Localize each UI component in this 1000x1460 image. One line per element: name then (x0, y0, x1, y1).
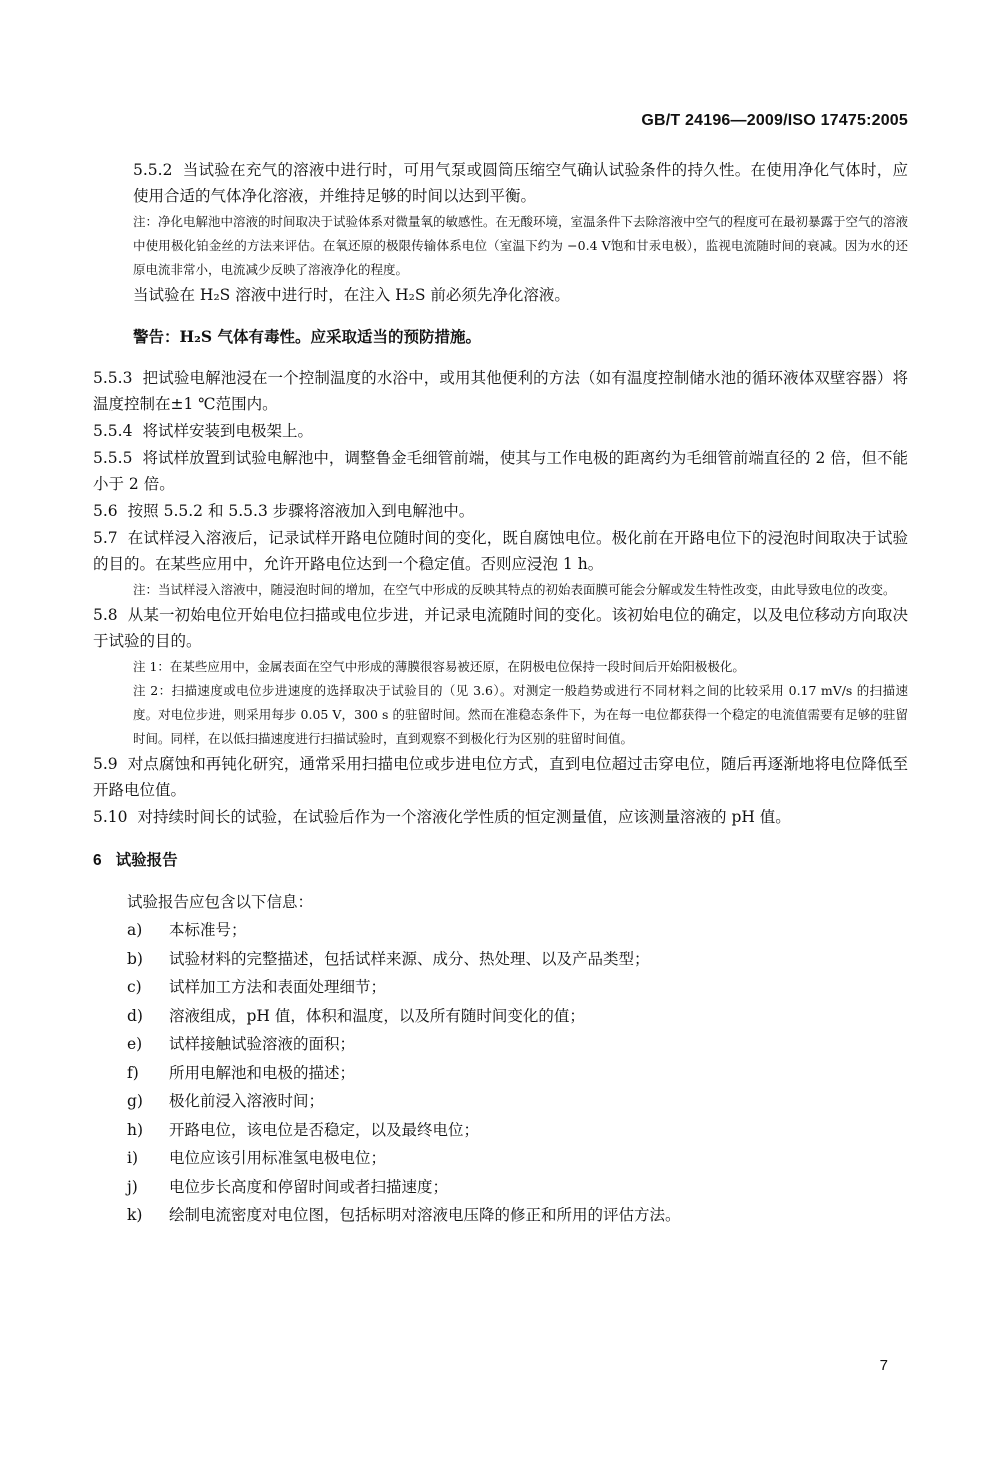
document-body (93, 157, 908, 1230)
section-number: 6 (93, 852, 102, 869)
list-marker: k) (127, 1206, 143, 1224)
clause-number: 5.5.5 (93, 449, 133, 467)
clause-text: 将试样放置到试验电解池中，调整鲁金毛细管前端，使其与工作电极的距离约为毛细管前端直径的 2 倍，但不能小于 2 倍。 (93, 449, 908, 493)
list-marker: d) (127, 1006, 143, 1025)
clause-number: 5.9 (93, 755, 118, 773)
list-text: 本标准号； (169, 921, 247, 939)
list-item (93, 1002, 908, 1031)
list-text: 极化前浸入溶液时间； (169, 1092, 325, 1110)
h2s-paragraph: 当试验在 H₂S 溶液中进行时，在注入 H₂S 前必须先净化溶液。 (133, 286, 570, 304)
list-item (93, 1030, 908, 1059)
report-intro: 试验报告应包含以下信息： (127, 893, 314, 911)
list-item (93, 945, 908, 974)
clause-5-5-5 (93, 445, 908, 497)
list-item (93, 973, 908, 1002)
clause-5-8 (93, 602, 908, 654)
list-text: 溶液组成，pH 值，体积和温度，以及所有随时间变化的值； (169, 1006, 585, 1025)
list-text: 绘制电流密度对电位图，包括标明对溶液电压降的修正和所用的评估方法。 (169, 1206, 681, 1224)
clause-text: 对点腐蚀和再钝化研究，通常采用扫描电位或步进电位方式，直到电位超过击穿电位，随后再逐渐地将电位降低至开路电位值。 (93, 755, 908, 799)
clause-text: 对持续时间长的试验，在试验后作为一个溶液化学性质的恒定测量值，应该测量溶液的 pH 值。 (137, 808, 791, 826)
warning-h2s: 警告：H₂S 气体有毒性。应采取适当的预防措施。 (133, 326, 482, 346)
clause-text: 将试样安装到电极架上。 (142, 422, 313, 440)
list-marker: e) (127, 1035, 143, 1053)
clause-number: 5.7 (93, 529, 118, 547)
clause-text: 当试验在充气的溶液中进行时，可用气泵或圆筒压缩空气确认试验条件的持久性。在使用净化气体时，应使用合适的气体净化溶液，并维持足够的时间以达到平衡。 (133, 161, 908, 205)
list-item (93, 916, 908, 945)
list-marker: a) (127, 921, 143, 939)
section-6-heading (93, 848, 908, 870)
note-5-5-2: 注：净化电解池中溶液的时间取决于试验体系对微量氧的敏感性。在无酸环境，室温条件下去除溶液中空气的程度可在最初暴露于空气的溶液中使用极化铂金丝的方法来评估。在氧还原的极限传输体系电位（室温下约为 −0.4 V饱和甘汞电极），监视电流随时间的衰减。因为水的还原电流非常小，电流减少反映了溶液净化的程度。 (133, 214, 909, 277)
list-item (93, 1173, 908, 1202)
list-item (93, 1201, 908, 1230)
list-marker: c) (127, 978, 142, 996)
list-item (93, 1144, 908, 1173)
clause-number: 5.10 (93, 808, 128, 826)
clause-number: 5.6 (93, 502, 118, 520)
clause-5-10 (93, 804, 908, 830)
list-item (93, 1116, 908, 1145)
clause-text: 在试样浸入溶液后，记录试样开路电位随时间的变化，既自腐蚀电位。极化前在开路电位下的浸泡时间取决于试验的目的。在某些应用中，允许开路电位达到一个稳定值。否则应浸泡 1 h。 (93, 529, 908, 573)
list-text: 试样接触试验溶液的面积； (169, 1035, 356, 1053)
list-marker: i) (127, 1149, 139, 1167)
clause-text: 从某一初始电位开始电位扫描或电位步进，并记录电流随时间的变化。该初始电位的确定，以及电位移动方向取决于试验的目的。 (93, 606, 908, 650)
list-text: 电位应该引用标准氢电极电位； (169, 1149, 387, 1167)
clause-5-5-3 (93, 365, 908, 417)
note-5-8-1: 注 1：在某些应用中，金属表面在空气中形成的薄膜很容易被还原，在阴极电位保持一段时间后开始阳极极化。 (133, 659, 745, 674)
list-marker: b) (127, 949, 143, 968)
clause-5-6 (93, 498, 908, 524)
list-marker: h) (127, 1120, 144, 1139)
list-marker: j) (127, 1177, 138, 1196)
clause-number: 5.5.3 (93, 369, 133, 387)
clause-5-5-4 (93, 418, 908, 444)
list-text: 试样加工方法和表面处理细节； (169, 978, 387, 996)
clause-5-5-2 (93, 157, 908, 209)
list-marker: g) (127, 1092, 143, 1110)
clause-5-7 (93, 525, 908, 577)
clause-number: 5.8 (93, 606, 118, 624)
report-items-list (93, 916, 908, 1230)
standard-header: GB/T 24196—2009/ISO 17475:2005 (641, 112, 908, 129)
clause-text: 按照 5.5.2 和 5.5.3 步骤将溶液加入到电解池中。 (127, 502, 475, 520)
note-5-7: 注：当试样浸入溶液中，随浸泡时间的增加，在空气中形成的反映其特点的初始表面膜可能会分解或发生特性改变，由此导致电位的改变。 (133, 582, 896, 597)
list-text: 所用电解池和电极的描述； (169, 1063, 356, 1082)
list-text: 试验材料的完整描述，包括试样来源、成分、热处理、以及产品类型； (169, 949, 650, 968)
page-number: 7 (879, 1357, 888, 1374)
list-text: 电位步长高度和停留时间或者扫描速度； (169, 1177, 449, 1196)
note-5-8-2: 注 2：扫描速度或电位步进速度的选择取决于试验目的（见 3.6）。对测定一般趋势或进行不同材料之间的比较采用 0.17 mV/s 的扫描速度。对电位步进，则采用每步 0.05 V，300 s 的驻留时间。然而在准稳态条件下，为在每一电位都获得一个稳定的电流值需要有足够的驻留时间。同样，在以低扫描速度进行扫描试验时，直到观察不到极化行为区别的驻留时间值。 (133, 683, 908, 746)
list-item (93, 1059, 908, 1088)
clause-5-9 (93, 751, 908, 803)
list-item (93, 1087, 908, 1116)
list-marker: f) (127, 1063, 139, 1082)
clause-text: 把试验电解池浸在一个控制温度的水浴中，或用其他便利的方法（如有温度控制储水池的循环液体双壁容器）将温度控制在±1 ℃范围内。 (93, 369, 908, 413)
section-title: 试验报告 (115, 852, 178, 869)
clause-number: 5.5.2 (133, 161, 173, 179)
list-text: 开路电位，该电位是否稳定，以及最终电位； (169, 1120, 480, 1139)
clause-number: 5.5.4 (93, 422, 133, 440)
